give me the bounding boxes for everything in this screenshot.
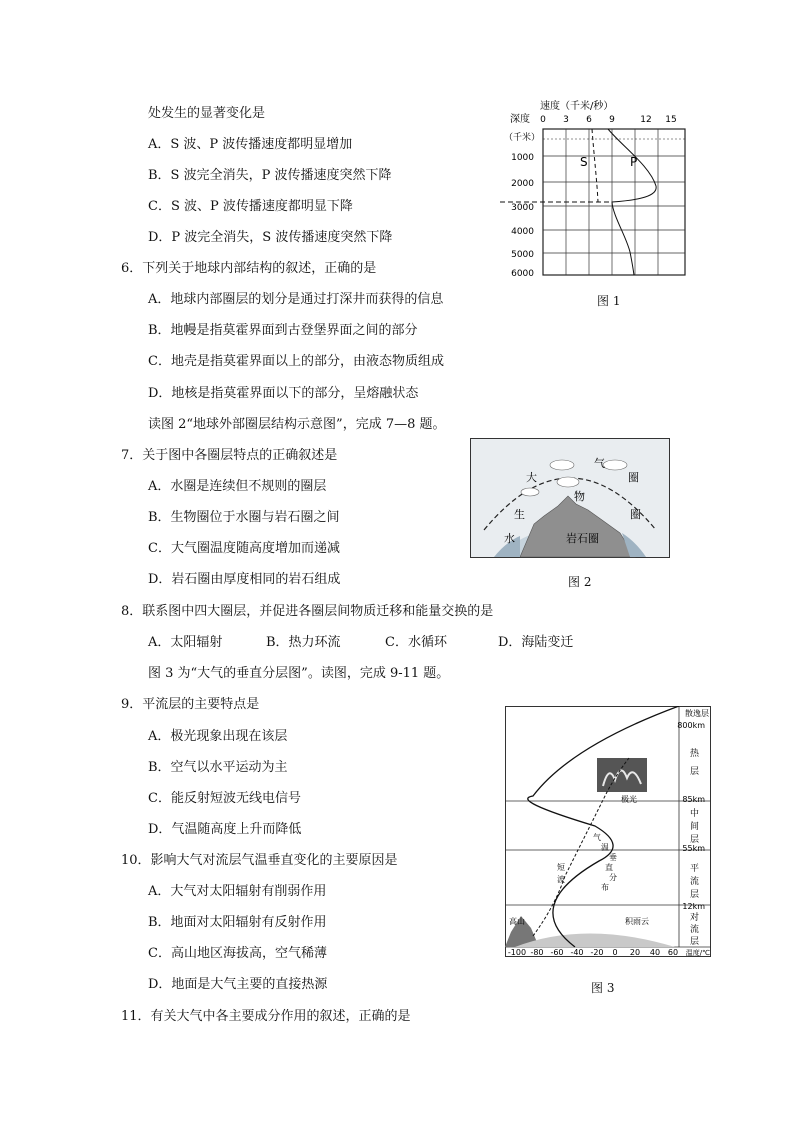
fig3-mesosphere-label: 间 [690,822,700,832]
q5-option-a: A．S 波、P 波传播速度都明显增加 [148,137,353,152]
fig1-speed-tick: 15 [665,115,677,125]
fig3-temp-curve-label: 气 [593,833,601,842]
fig3-height-label: 55km [682,844,705,853]
fig3-temp-tick: 20 [629,948,641,957]
fig1-depth-tick: 6000 [511,269,534,279]
fig3-aurora-image [597,758,647,792]
fig2-biosphere-label: 生 [514,508,525,521]
fig3-aurora-label: 极光 [621,795,637,804]
fig3-height-label: 12km [682,902,705,911]
q9-option-d: D．气温随高度上升而降低 [148,822,302,837]
fig2-atmosphere-label: 圈 [628,471,639,484]
fig2-biosphere-label: 物 [574,490,585,503]
q10-option-a: A．大气对太阳辐射有削弱作用 [148,884,327,899]
fig3-mesosphere-label: 层 [690,835,700,845]
fig3-temp-tick: 0 [612,948,618,957]
q7-option-c: C．大气圈温度随高度增加而递减 [148,541,340,556]
fig1-depth-tick: 5000 [511,250,534,260]
fig1-speed-tick: 6 [586,115,592,125]
fig3-height-label: 800km [677,721,705,730]
q6-option-c: C．地壳是指莫霍界面以上的部分，由液态物质组成 [148,354,444,369]
fig3-temp-tick: -100 [507,948,527,957]
fig3-stratosphere-label: 流 [690,877,700,887]
fig1-speed-tick: 0 [540,115,546,125]
fig3-temp-tick: -40 [570,948,584,957]
fig3-frame [506,707,711,957]
fig1-depth-tick: 4000 [511,227,534,237]
fig3-troposphere-label: 层 [690,937,700,947]
q5-option-c: C．S 波、P 波传播速度都明显下降 [148,199,353,214]
fig3-stratosphere-label: 层 [690,890,700,900]
fig3-temp-tick: -80 [530,948,544,957]
fig1-depth-label: 深度 [510,114,530,125]
q10-option-d: D．地面是大气主要的直接热源 [148,977,328,992]
fig2-lithosphere-label: 岩石圈 [566,532,599,545]
fig3-troposphere-label: 对 [690,913,700,923]
q6-option-a: A．地球内部圈层的划分是通过打深井而获得的信息 [148,292,444,307]
fig1-speed-label: 速度（千米/秒） [540,101,614,112]
fig3-temp-tick: -60 [550,948,564,957]
figure-2-outer-spheres [470,438,670,558]
fig3-temp-tick: -20 [590,948,604,957]
fig2-hydrosphere-label: 水 [504,532,515,545]
fig3-temp-curve-label: 直 [605,863,613,872]
figure-3-atmosphere-layers [505,706,713,958]
intro-9-11: 图 3 为“大气的垂直分层图”。读图，完成 9-11 题。 [148,666,450,681]
q8-option-b: B．热力环流 [266,635,341,650]
q10-option-b: B．地面对太阳辐射有反射作用 [148,915,327,930]
fig1-depth-tick: 2000 [511,179,534,189]
q7-option-a: A．水圈是连续但不规则的圈层 [148,479,327,494]
fig1-p-label: P [630,155,638,169]
q10-option-c: C．高山地区海拔高，空气稀薄 [148,946,327,961]
q6-option-d: D．地核是指莫霍界面以下的部分，呈熔融状态 [148,386,419,401]
fig3-thermosphere-label: 层 [690,767,700,777]
figure-1-seismic-waves [500,96,690,284]
fig3-shortwave-label: 短 [557,863,565,872]
fig3-shortwave-label: 波 [557,875,565,884]
q7-stem: 7．关于图中各圈层特点的正确叙述是 [121,448,338,463]
q5-option-b: B．S 波完全消失，P 波传播速度突然下降 [148,168,392,183]
fig2-atmosphere-label: 气 [594,457,605,470]
fig3-temp-unit: 温度/℃ [685,949,710,957]
fig3-troposphere-label: 流 [690,925,700,935]
fig1-depth-tick: 1000 [511,153,534,163]
q8-option-c: C．水循环 [385,635,447,650]
q9-option-c: C．能反射短波无线电信号 [148,791,301,806]
q7-option-d: D．岩石圈由厚度相同的岩石组成 [148,572,341,587]
fig3-temp-curve-label: 温 [601,843,609,852]
q5-option-d: D．P 波完全消失，S 波传播速度突然下降 [148,230,393,245]
fig2-caption: 图 2 [568,575,592,589]
fig3-temp-tick: 60 [667,948,679,957]
q8-stem: 8．联系图中四大圈层，并促进各圈层间物质迁移和能量交换的是 [121,604,494,619]
fig3-height-label: 85km [682,795,705,804]
fig1-speed-tick: 9 [609,115,615,125]
fig3-temp-tick: 40 [649,948,661,957]
fig2-biosphere-label: 圈 [630,508,641,521]
fig1-speed-tick: 3 [563,115,569,125]
fig3-mountain-label: 高山 [509,917,525,926]
fig3-stratosphere-label: 平 [690,864,700,874]
fig3-temp-curve-label: 布 [601,883,609,892]
q7-option-b: B．生物圈位于水圈与岩石圈之间 [148,510,340,525]
fig3-temp-curve-label: 垂 [609,853,617,862]
intro-7-8: 读图 2“地球外部圈层结构示意图”，完成 7—8 题。 [148,417,446,432]
q8-option-a: A．太阳辐射 [148,635,223,650]
q9-stem: 9．平流层的主要特点是 [121,697,260,712]
fig3-thermosphere-label: 热 [690,749,700,759]
q11-stem: 11．有关大气中各主要成分作用的叙述，正确的是 [121,1009,411,1024]
q6-stem: 6．下列关于地球内部结构的叙述，正确的是 [121,261,377,276]
fig1-caption: 图 1 [597,294,621,308]
fig3-caption: 图 3 [591,981,615,995]
fig1-depth-tick: 3000 [511,203,534,213]
fig3-cloud-label: 积雨云 [625,917,649,926]
fig3-exosphere-label: 散逸层 [685,709,709,718]
q8-option-d: D．海陆变迁 [498,635,574,650]
fig3-mesosphere-label: 中 [690,809,700,819]
q6-option-b: B．地幔是指莫霍界面到古登堡界面之间的部分 [148,323,418,338]
fig1-s-label: S [580,155,588,169]
fig1-depth-unit: （千米） [504,133,541,143]
q5-stem-tail: 处发生的显著变化是 [148,106,266,121]
q10-stem: 10．影响大气对流层气温垂直变化的主要原因是 [121,853,398,868]
fig3-temp-curve-label: 分 [609,873,617,882]
q9-option-b: B．空气以水平运动为主 [148,760,288,775]
fig2-atmosphere-label: 大 [526,471,537,484]
fig1-s-wave-curve [592,129,598,202]
q9-option-a: A．极光现象出现在该层 [148,729,288,744]
fig1-speed-tick: 12 [640,115,652,125]
